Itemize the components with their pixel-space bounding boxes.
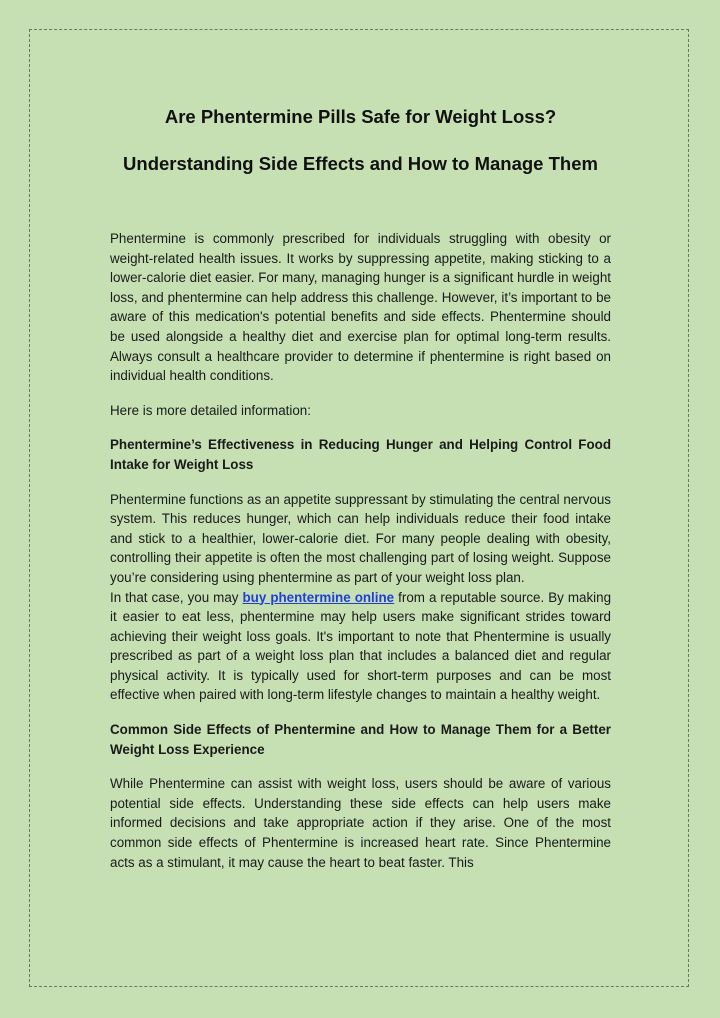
document-subtitle: Understanding Side Effects and How to Manage Them [123, 153, 598, 174]
effectiveness-paragraph-2 [110, 588, 611, 706]
more-info-text: Here is more detailed information: [110, 402, 311, 418]
document-title: Are Phentermine Pills Safe for Weight Loss? [164, 106, 557, 127]
link-lead-text: In that case, you may [110, 589, 243, 605]
link-trail-text: from a reputable source. By making it easier to eat less, phentermine may help users make significant strides toward achieving their weight loss goals. It's important to note that Phentermine is usually prescribed as part of a weight loss plan that includes a balanced diet and regular physical activity. It is typically used for short-term purposes and can be most effective when paired with long-term lifestyle changes to maintain a healthy weight. [110, 589, 612, 703]
buy-phentermine-link[interactable]: buy phentermine online [242, 589, 395, 605]
section-heading-side-effects: Common Side Effects of Phentermine and How to Manage Them for a Better Weight Loss Experience [110, 722, 611, 757]
effectiveness-paragraph-1: Phentermine functions as an appetite suppressant by stimulating the central nervous system. This reduces hunger, which can help individuals reduce their food intake and stick to a healthier, lower-calorie diet. For many people dealing with obesity, controlling their appetite is often the most challenging part of losing weight. Suppose you’re considering using phentermine as part of your weight loss plan. [110, 491, 611, 585]
intro-paragraph: Phentermine is commonly prescribed for individuals struggling with obesity or weight-related health issues. It works by suppressing appetite, making sticking to a lower-calorie diet easier. For many, managing hunger is a significant hurdle in weight loss, and phentermine can help address this challenge. However, it’s important to be aware of this medication's potential benefits and side effects. Phentermine should be used alongside a healthy diet and exercise plan for optimal long-term results. Always consult a healthcare provider to determine if phentermine is right based on individual health conditions. [110, 231, 611, 384]
document-content [110, 104, 611, 872]
section-heading-effectiveness: Phentermine’s Effectiveness in Reducing Hunger and Helping Control Food Intake for Weight Loss [110, 437, 611, 472]
section-body-effectiveness [110, 490, 611, 706]
section-body-side-effects: While Phentermine can assist with weight loss, users should be aware of various potential side effects. Understanding these side effects can help users make informed decisions and take appropriate action if they arise. One of the most common side effects of Phentermine is increased heart rate. Since Phentermine acts as a stimulant, it may cause the heart to beat faster. This [110, 776, 611, 870]
